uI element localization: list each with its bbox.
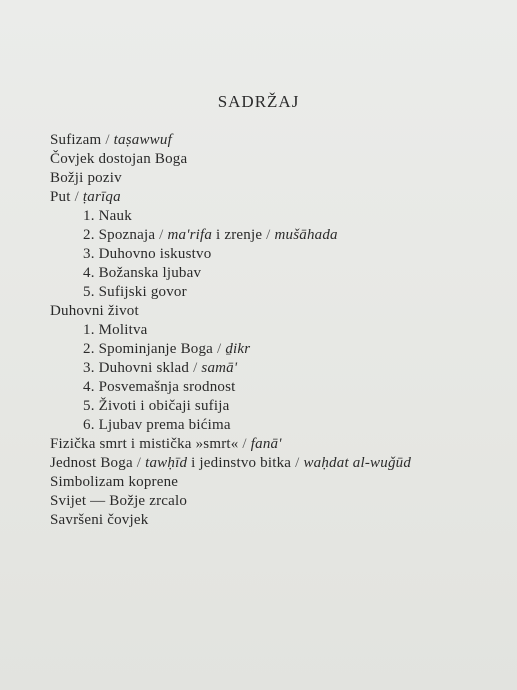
entry-text-join: i jedinstvo bitka [187, 455, 296, 471]
entry-text: 6. Ljubav prema bićima [83, 417, 231, 433]
toc-subentry [50, 397, 510, 416]
entry-term: waḥdat al-wuǧūd [303, 455, 412, 471]
entry-term: ma'rifa [167, 227, 213, 243]
entry-text: Put [50, 189, 71, 205]
entry-text: Duhovni život [50, 303, 139, 319]
page-title: SADRŽAJ [217, 92, 300, 111]
entry-text: 3. Duhovni sklad [83, 360, 190, 376]
entry-text: 2. Spominjanje Boga [83, 341, 214, 357]
entry-text: 5. Sufijski govor [83, 284, 187, 300]
entry-text: 5. Životi i običaji sufija [83, 398, 230, 414]
toc-subentry [50, 416, 510, 435]
entry-term: samā' [201, 360, 238, 376]
separator: / [70, 189, 83, 205]
entry-text: 2. Spoznaja [83, 227, 156, 243]
entry-text: Čovjek dostojan Boga [50, 151, 188, 167]
entry-term: fanā' [250, 436, 282, 452]
entry-text: Jednost Boga [50, 455, 133, 471]
entry-term: ḏikr [225, 341, 251, 357]
toc-subentry [50, 245, 510, 264]
separator: / [189, 360, 202, 376]
entry-term: ṭarīqa [82, 189, 121, 205]
entry-text: Fizička smrt i mistička »smrt« [50, 436, 239, 452]
toc-entry [50, 454, 510, 473]
toc-entry [50, 473, 510, 492]
toc-subentry [50, 340, 510, 359]
toc-subentry [50, 264, 510, 283]
entry-text: 1. Molitva [83, 322, 148, 338]
separator: / [266, 227, 275, 243]
entry-text: Božji poziv [50, 170, 122, 186]
entry-text: 4. Posvemašnja srodnost [83, 379, 236, 395]
toc-subentry [50, 359, 510, 378]
entry-term: mušāhada [274, 227, 338, 243]
entry-text: Simbolizam koprene [50, 474, 179, 490]
toc-entry [50, 150, 510, 169]
toc-entry [50, 511, 510, 530]
toc-entry [50, 188, 510, 207]
toc-subentry [50, 321, 510, 340]
entry-text: 4. Božanska ljubav [83, 265, 202, 281]
entry-text: Svijet — Božje zrcalo [50, 493, 188, 509]
toc-entry [50, 169, 510, 188]
separator: / [238, 436, 251, 452]
separator: / [101, 132, 114, 148]
separator: / [155, 227, 168, 243]
entry-text-join: i zrenje [212, 227, 267, 243]
entry-text: 3. Duhovno iskustvo [83, 246, 212, 262]
toc-entry [50, 435, 510, 454]
toc-entry [50, 302, 510, 321]
toc-subentry [50, 283, 510, 302]
table-of-contents [50, 131, 510, 530]
entry-text: 1. Nauk [83, 208, 132, 224]
toc-subentry [50, 207, 510, 226]
entry-text: Sufizam [50, 132, 102, 148]
entry-term: tawḥīd [145, 455, 188, 471]
entry-text: Savršeni čovjek [50, 512, 149, 528]
toc-entry [50, 131, 510, 150]
separator: / [132, 455, 146, 471]
entry-term: taṣawwuf [113, 132, 172, 148]
toc-subentry [50, 378, 510, 397]
toc-subentry [50, 226, 510, 245]
separator: / [213, 341, 226, 357]
toc-entry [50, 492, 510, 511]
separator: / [295, 455, 304, 471]
